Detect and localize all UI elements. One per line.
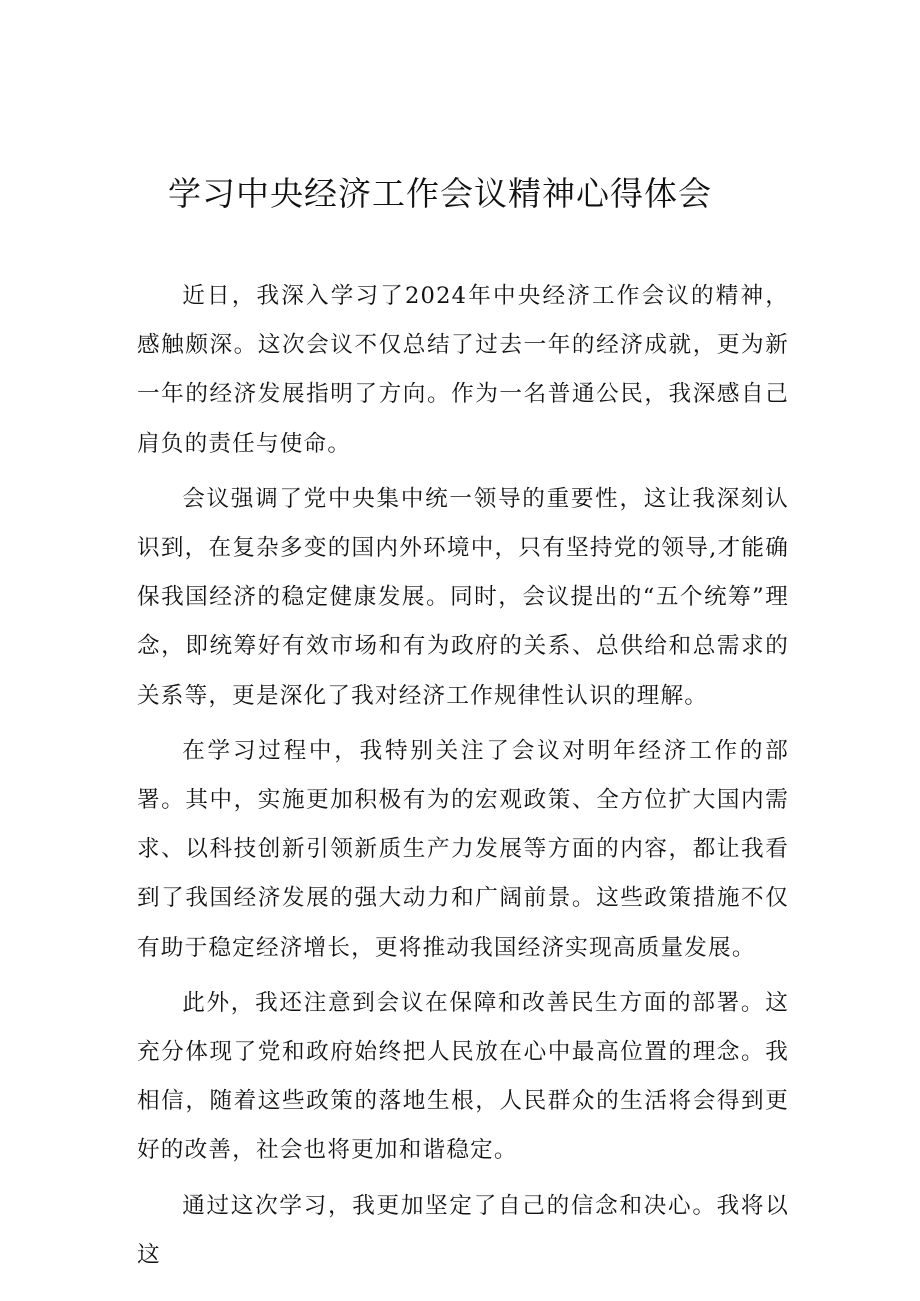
paragraph-4: 此外，我还注意到会议在保障和改善民生方面的部署。这充分体现了党和政府始终把人民放在心中最高位置的理念。我相信，随着这些政策的落地生根，人民群众的生活将会得到更好的改善，社会也将更加和谐稳定。 — [137, 989, 789, 1164]
paragraph-5: 通过这次学习，我更加坚定了自己的信念和决心。我将以这 — [137, 1192, 789, 1268]
paragraph-1: 近日，我深入学习了2024年中央经济工作会议的精神，感触颇深。这次会议不仅总结了过去一年的经济成就，更为新一年的经济发展指明了方向。作为一名普通公民，我深感自己肩负的责任与使命。 — [137, 283, 789, 457]
paragraph-3: 在学习过程中，我特别关注了会议对明年经济工作的部署。其中，实施更加积极有为的宏观政策、全方位扩大国内需求、以科技创新引领新质生产力发展等方面的内容，都让我看到了我国经济发展的强大动力和广阔前景。这些政策措施不仅有助于稳定经济增长，更将推动我国经济实现高质量发展。 — [137, 737, 789, 961]
document-body — [137, 272, 789, 1286]
paragraph-2: 会议强调了党中央集中统一领导的重要性，这让我深刻认识到，在复杂多变的国内外环境中，只有坚持党的领导,才能确保我国经济的稳定健康发展。同时，会议提出的“五个统筹”理念，即统筹好有效市场和有为政府的关系、总供给和总需求的关系等，更是深化了我对经济工作规律性认识的理解。 — [137, 485, 789, 709]
document-title: 学习中央经济工作会议精神心得体会 — [168, 174, 712, 213]
